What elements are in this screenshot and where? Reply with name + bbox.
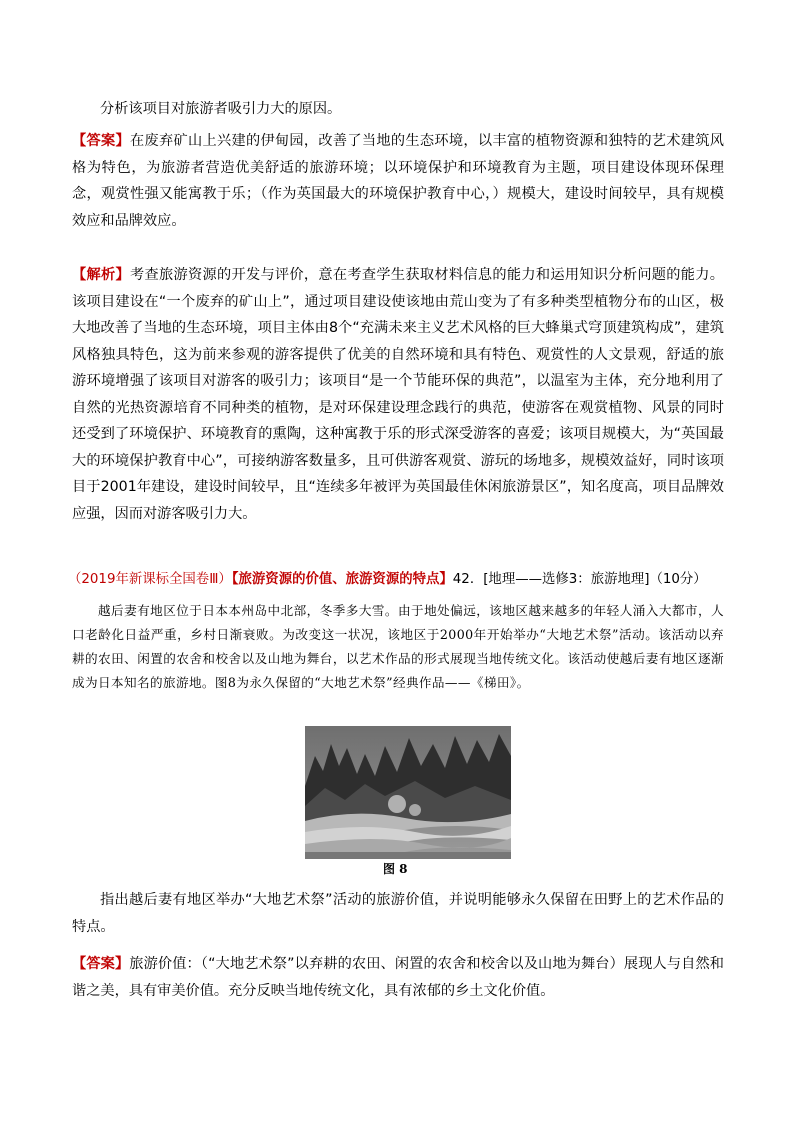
question-number: 42．[地理——选修3：旅游地理]（10分）: [452, 572, 707, 587]
figure-caption: 图 8: [383, 862, 408, 876]
analysis-text: 考查旅游资源的开发与评价，意在考查学生获取材料信息的能力和运用知识分析问题的能力。该项目建设在“一个废弃的矿山上”，通过项目建设使该地由荒山变为了有多种类型植物分布的山区，极大地改善了当地的生态环境，项目主体由8个“充满未来主义艺术风格的巨大蜂巢式穹顶建筑构成”，建筑风格独具特色，这为前来参观的游客提供了优美的自然环境和具有特色、观赏性的人文景观，舒适的旅游环境增强了该项目对游客的吸引力；该项目“是一个节能环保的典范”，以温室为主体，充分地利用了自然的光热资源培育不同种类的植物，是对环保建设理念践行的典范，使游客在观赏植物、风景的同时还受到了环境保护、环境教育的熏陶，这种寓教于乐的形式深受游客的喜爱；该项目规模大，为“英国最大的环境保护教育中心”，可接纳游客数量多，且可供游客观赏、游玩的场地多，规模效益好，同时该项目于2001年建设，建设时间较早，且“连续多年被评为英国最佳休闲旅游景区”，知名度高，项目品牌效应强，因而对游客吸引力大。: [72, 267, 724, 522]
terraced-field-photo: [305, 726, 511, 859]
terrace-photo-illustration: [305, 726, 511, 859]
material-text: 越后妻有地区位于日本本州岛中北部，冬季多大雪。由于地处偏远，该地区越来越多的年轻人涌入大都市，人口老龄化日益严重，乡村日渐衰败。为改变这一状况，该地区于2000年开始举办“大地艺术祭”活动。该活动以弃耕的农田、闲置的农舍和校舍以及山地为舞台，以艺术作品的形式展现当地传统文化。该活动使越后妻有地区逐渐成为日本知名的旅游地。图8为永久保留的“大地艺术祭”经典作品——《梯田》。: [72, 603, 724, 690]
answer-paragraph: [72, 128, 724, 234]
answer-text-2: 旅游价值：（“大地艺术祭”以弃耕的农田、闲置的农舍和校舍以及山地为舞台）展现人与自然和谐之美，具有审美价值。充分反映当地传统文化，具有浓郁的乡土文化价值。: [72, 956, 724, 999]
question-header: [68, 569, 738, 591]
question-topic: 【旅游资源的价值、旅游资源的特点】: [231, 572, 453, 587]
question-prompt: 分析该项目对旅游者吸引力大的原因。: [100, 101, 342, 117]
question-source: （2019年新课标全国卷Ⅲ）: [68, 572, 232, 587]
answer-text: 在废弃矿山上兴建的伊甸园，改善了当地的生态环境，以丰富的植物资源和独特的艺术建筑风格为特色，为旅游者营造优美舒适的旅游环境；以环境保护和环境教育为主题，项目建设体现环保理念，观赏性强又能寓教于乐；（作为英国最大的环境保护教育中心，）规模大，建设时间较早，具有规模效应和品牌效应。: [72, 133, 724, 229]
answer-paragraph-2: [72, 951, 724, 1004]
answer-label: 【答案】: [72, 133, 130, 149]
analysis-label: 【解析】: [72, 267, 130, 283]
question-prompt-2: 指出越后妻有地区举办“大地艺术祭”活动的旅游价值，并说明能够永久保留在田野上的艺术作品的特点。: [72, 892, 724, 935]
answer-label-2: 【答案】: [72, 956, 130, 972]
analysis-paragraph: [72, 262, 724, 527]
